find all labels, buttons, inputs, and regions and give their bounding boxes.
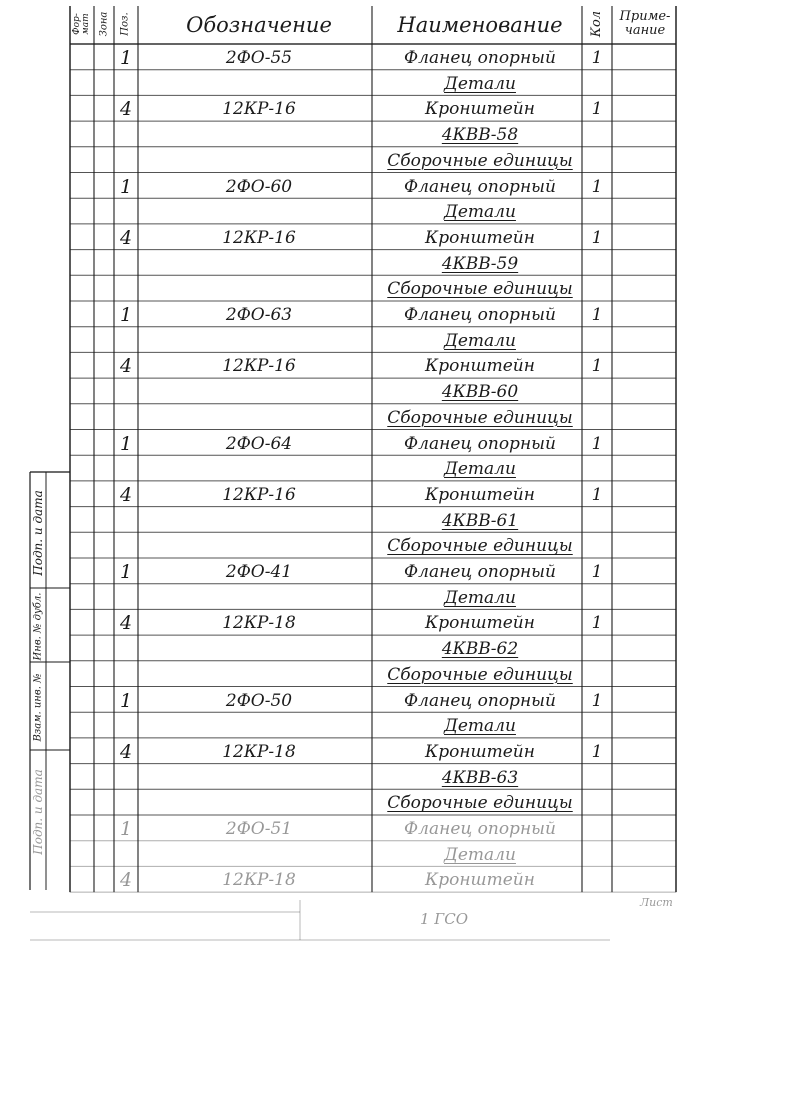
row-quantity [582, 278, 612, 301]
row-name: Сборочные единицы [387, 279, 573, 300]
row-quantity [582, 767, 612, 790]
row-quantity: 1 [591, 562, 603, 582]
row-position [114, 587, 138, 610]
row-quantity [582, 381, 612, 404]
row-name: 4КВВ-58 [441, 125, 519, 146]
row-position [114, 407, 138, 430]
row-position: 4 [119, 869, 133, 892]
row-name: 4КВВ-63 [441, 767, 519, 788]
row-designation: 12КР-16 [222, 484, 296, 505]
row-position [114, 510, 138, 533]
row-designation [148, 458, 370, 481]
row-designation: 2ФО-41 [225, 562, 293, 582]
row-quantity [582, 638, 612, 661]
row-quantity [582, 458, 612, 481]
row-name: Детали [444, 459, 516, 480]
header-zone: Зона [98, 11, 109, 37]
row-quantity [582, 330, 612, 353]
row-position [114, 664, 138, 687]
row-position [114, 792, 138, 815]
row-designation [148, 792, 370, 815]
row-quantity [582, 587, 612, 610]
row-position [114, 278, 138, 301]
row-name: Сборочные единицы [387, 150, 573, 171]
row-name: Фланец опорный [404, 176, 556, 197]
stamp-sign-date-2: Подп. и дата [31, 769, 45, 855]
row-designation [148, 638, 370, 661]
row-designation: 2ФО-51 [225, 819, 293, 839]
row-name: Фланец опорный [404, 48, 556, 68]
row-name: Фланец опорный [404, 305, 556, 325]
row-designation [148, 844, 370, 867]
header-quantity: Кол [588, 10, 604, 38]
row-quantity: 1 [591, 741, 603, 762]
row-designation [148, 278, 370, 301]
row-designation [148, 767, 370, 790]
row-position [114, 124, 138, 147]
row-name: Кронштейн [425, 227, 535, 248]
row-name: Детали [444, 330, 516, 351]
row-quantity: 1 [591, 48, 603, 68]
row-quantity: 1 [591, 484, 603, 505]
row-position: 4 [119, 98, 133, 121]
row-quantity [582, 510, 612, 533]
row-position [114, 150, 138, 173]
row-quantity [582, 150, 612, 173]
row-position: 1 [119, 561, 133, 583]
row-designation: 12КР-18 [222, 741, 296, 762]
row-quantity [582, 253, 612, 276]
row-name: Кронштейн [425, 870, 535, 891]
row-designation [148, 535, 370, 558]
row-designation [148, 715, 370, 738]
row-name: 4КВВ-59 [441, 253, 519, 274]
row-name: Кронштейн [425, 741, 535, 762]
row-position: 4 [119, 740, 133, 763]
row-quantity [582, 792, 612, 815]
row-designation [148, 664, 370, 687]
row-position [114, 535, 138, 558]
row-name: Фланец опорный [404, 562, 556, 582]
row-quantity [582, 124, 612, 147]
row-position: 1 [119, 432, 133, 455]
row-designation: 12КР-16 [222, 356, 296, 377]
row-designation [148, 150, 370, 173]
row-designation: 12КР-16 [222, 227, 296, 248]
row-position: 1 [119, 818, 133, 840]
sheet-number: 1 ГСО [420, 910, 469, 928]
row-position: 1 [119, 304, 133, 326]
row-designation: 2ФО-64 [225, 433, 293, 454]
row-quantity [582, 844, 612, 867]
row-designation [148, 407, 370, 430]
row-quantity: 1 [591, 176, 603, 197]
row-quantity [582, 535, 612, 558]
row-name: Кронштейн [425, 484, 535, 505]
row-position [114, 201, 138, 224]
row-quantity: 1 [591, 356, 603, 377]
row-position [114, 73, 138, 96]
row-position: 1 [119, 175, 133, 198]
row-quantity: 1 [591, 690, 603, 711]
row-quantity [582, 869, 612, 892]
row-name: Фланец опорный [404, 433, 556, 454]
row-position [114, 715, 138, 738]
row-position: 4 [119, 355, 133, 378]
header-position: Поз. [120, 12, 131, 36]
row-name: Кронштейн [425, 613, 535, 634]
row-name: 4КВВ-61 [441, 510, 519, 531]
header-format: Фор- мат [71, 13, 91, 35]
row-name: Сборочные единицы [387, 664, 573, 685]
row-name: Детали [444, 202, 516, 223]
row-position [114, 638, 138, 661]
row-designation [148, 124, 370, 147]
row-position [114, 458, 138, 481]
row-position: 4 [119, 226, 133, 249]
row-position: 4 [119, 612, 133, 635]
row-designation: 12КР-18 [222, 613, 296, 634]
row-designation: 12КР-18 [222, 870, 296, 891]
row-quantity: 1 [591, 99, 603, 120]
row-name: Детали [444, 73, 516, 94]
row-quantity [582, 73, 612, 96]
row-position: 1 [119, 47, 133, 69]
row-position [114, 330, 138, 353]
row-designation [148, 201, 370, 224]
row-designation: 12КР-16 [222, 99, 296, 120]
row-designation: 2ФО-60 [225, 176, 293, 197]
row-designation [148, 510, 370, 533]
row-designation: 2ФО-50 [225, 690, 293, 711]
row-name: Кронштейн [425, 356, 535, 377]
row-position: 1 [119, 689, 133, 712]
row-position: 4 [119, 483, 133, 506]
header-note: Приме- чание [619, 9, 671, 38]
row-quantity [582, 407, 612, 430]
row-name: Детали [444, 587, 516, 608]
sheet-label: Лист [640, 896, 673, 909]
stamp-sign-date: Подп. и дата [31, 490, 45, 576]
row-name: 4КВВ-62 [441, 639, 519, 660]
stamp-vzam-inv: Взам. инв. № [32, 672, 44, 742]
row-name: Детали [444, 844, 516, 865]
row-designation [148, 73, 370, 96]
stamp-inv-dubl: Инв. № дубл. [32, 592, 44, 660]
row-position [114, 767, 138, 790]
row-name: Кронштейн [425, 99, 535, 120]
row-designation [148, 381, 370, 404]
row-quantity: 1 [591, 433, 603, 454]
row-quantity [582, 201, 612, 224]
header-designation: Обозначение [186, 13, 332, 37]
row-name: Детали [444, 716, 516, 737]
row-quantity: 1 [591, 227, 603, 248]
row-quantity [582, 818, 612, 841]
row-quantity [582, 715, 612, 738]
row-name: Сборочные единицы [387, 407, 573, 428]
row-name: Сборочные единицы [387, 536, 573, 557]
row-name: Фланец опорный [404, 690, 556, 711]
row-designation [148, 253, 370, 276]
row-name: 4КВВ-60 [441, 382, 519, 403]
row-quantity: 1 [591, 305, 603, 325]
row-position [114, 381, 138, 404]
row-name: Сборочные единицы [387, 793, 573, 814]
header-name: Наименование [397, 13, 563, 37]
row-designation: 2ФО-63 [225, 305, 293, 325]
row-position [114, 844, 138, 867]
row-designation: 2ФО-55 [225, 48, 293, 68]
row-quantity: 1 [591, 613, 603, 634]
row-position [114, 253, 138, 276]
row-name: Фланец опорный [404, 819, 556, 839]
row-designation [148, 330, 370, 353]
row-designation [148, 587, 370, 610]
row-quantity [582, 664, 612, 687]
